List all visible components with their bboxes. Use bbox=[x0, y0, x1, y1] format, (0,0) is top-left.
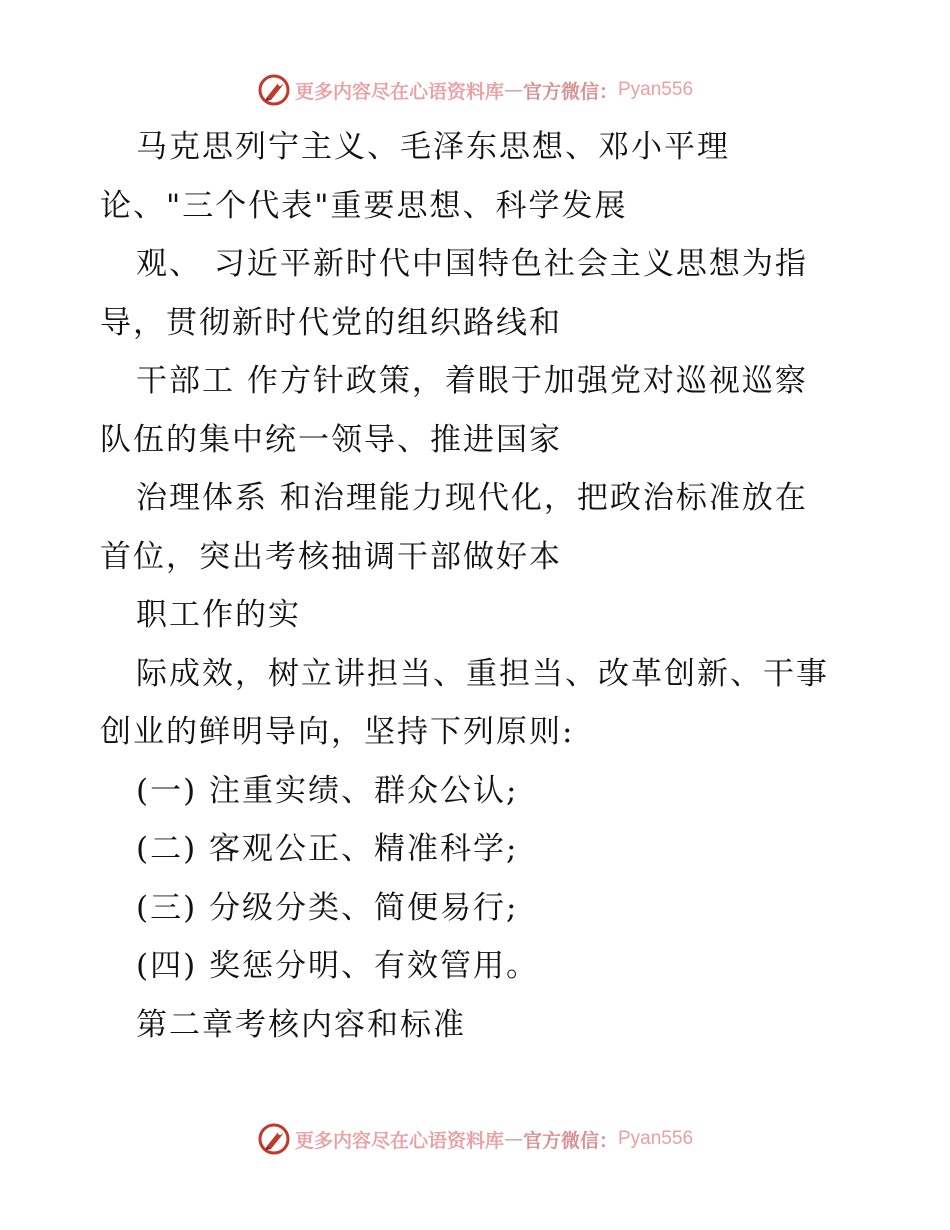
body-text-line: 干部工 作方针政策，着眼于加强党对巡视巡察 bbox=[136, 363, 808, 399]
body-text-line: 际成效，树立讲担当、重担当、改革创新、干事 bbox=[136, 655, 829, 692]
banner-main-text: 更多内容尽在心语资料库 bbox=[294, 1129, 504, 1152]
document-body bbox=[100, 118, 880, 1054]
body-text-line: 导，贯彻新时代党的组织路线和 bbox=[100, 304, 562, 341]
footer-banner bbox=[0, 1119, 950, 1159]
header-banner bbox=[0, 70, 950, 110]
body-text-line: 论、"三个代表"重要思想、科学发展 bbox=[100, 187, 628, 224]
banner-main-text: 更多内容尽在心语资料库 bbox=[294, 80, 504, 103]
banner-wechat-id: Pyan556 bbox=[618, 79, 694, 100]
body-text-line: 第二章考核内容和标准 bbox=[136, 1006, 466, 1043]
body-text-line: (一) 注重实绩、群众公认; bbox=[136, 772, 519, 809]
pen-nib-logo-icon bbox=[257, 1122, 291, 1156]
body-text-line: 首位，突出考核抽调干部做好本 bbox=[100, 538, 562, 575]
body-text-line: (二) 客观公正、精准科学; bbox=[136, 831, 519, 867]
body-text-line: 创业的鲜明导向，坚持下列原则: bbox=[100, 714, 575, 750]
banner-dash: — bbox=[503, 1128, 523, 1150]
body-text-line: 马克思列宁主义、毛泽东思想、邓小平理 bbox=[136, 129, 730, 165]
body-text-line: 治理体系 和治理能力现代化，把政治标准放在 bbox=[136, 480, 808, 516]
banner-wechat-label: 官方微信： bbox=[522, 80, 618, 103]
body-text-line: 队伍的集中统一领导、推进国家 bbox=[100, 421, 562, 458]
banner-wechat-label: 官方微信： bbox=[522, 1129, 618, 1152]
body-text-line: (四) 奖惩分明、有效管用。 bbox=[136, 948, 540, 984]
body-text-line: 观、 习近平新时代中国特色社会主义思想为指 bbox=[136, 246, 808, 282]
body-text-line: 职工作的实 bbox=[136, 597, 301, 633]
banner-dash: — bbox=[503, 79, 523, 101]
banner-wechat-id: Pyan556 bbox=[618, 1128, 694, 1149]
pen-nib-logo-icon bbox=[257, 73, 291, 107]
body-text-line: (三) 分级分类、简便易行; bbox=[136, 889, 519, 926]
